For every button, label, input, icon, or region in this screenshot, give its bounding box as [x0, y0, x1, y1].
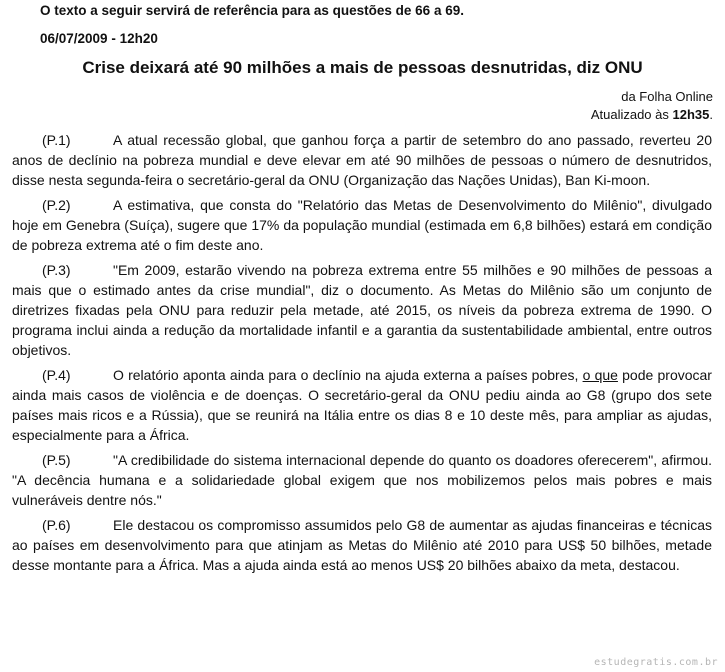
paragraph-text: A estimativa, que consta do "Relatório das Metas de Desenvolvimento do Milênio", divulgado hoje em Genebra (Suíça), sugere que 17% da população mundial (estimada em 6,8 bilhões) estará em condição de pobreza extrema até o fim deste ano.: [12, 197, 712, 253]
paragraph-text: "Em 2009, estarão vivendo na pobreza extrema entre 55 milhões e 90 milhões de pessoas a mais que o estimado antes da crise mundial", diz o documento. As Metas do Milênio são um conjunto de diretrizes fixadas pela ONU para reduzir pela metade, até 2015, os níveis da pobreza extrema de 1990. O programa inclui ainda a redução da mortalidade infantil e a garantia da sustentabilidade ambiental, entre outros objetivos.: [12, 262, 712, 358]
paragraph-label: (P.1): [42, 132, 71, 148]
paragraph-p3: [12, 260, 712, 360]
site-watermark: estudegratis.com.br: [594, 657, 718, 668]
intro-line: O texto a seguir servirá de referência para as questões de 66 a 69.: [40, 3, 464, 18]
paragraph-p2: [12, 195, 712, 255]
paragraph-label: (P.6): [42, 517, 71, 533]
updated-time: 12h35: [672, 107, 710, 122]
paragraph-text-after: pode provocar ainda mais casos de violência e de doenças. O secretário-geral da ONU pediu ainda ao G8 (grupo dos sete países mais ricos e a Rússia), que se reunirá na Itália entre os dias 8 e 10 deste mês, para ampliar as ajudas, especialmente para a África.: [12, 367, 712, 443]
paragraph-label: (P.4): [42, 367, 71, 383]
paragraph-text-before: O relatório aponta ainda para o declínio na ajuda externa a países pobres,: [113, 367, 583, 383]
underlined-phrase: o que: [582, 367, 618, 383]
paragraph-p1: [12, 130, 712, 190]
updated-suffix: .: [709, 107, 713, 122]
article-headline: Crise deixará até 90 milhões a mais de pessoas desnutridas, diz ONU: [82, 58, 643, 77]
updated-prefix: Atualizado às: [590, 107, 673, 122]
paragraph-label: (P.3): [42, 262, 71, 278]
article-dateline: 06/07/2009 - 12h20: [40, 31, 158, 46]
paragraph-label: (P.2): [42, 197, 71, 213]
paragraph-text: Ele destacou os compromisso assumidos pelo G8 de aumentar as ajudas financeiras e técnicas ao países em desenvolvimento para que atinjam as Metas do Milênio até 2010 para US$ 50 bilhões, metade desse montante para a África. Mas a ajuda ainda está ao menos US$ 20 bilhões abaixo da meta, destacou.: [12, 517, 712, 573]
paragraph-p4: [12, 365, 712, 445]
paragraph-p5: [12, 450, 712, 510]
article-source: da Folha Online: [621, 89, 713, 104]
paragraph-text: "A credibilidade do sistema internacional depende do quanto os doadores oferecerem", afirmou. "A decência humana e a solidariedade global exigem que nos mobilizemos pelos mais pobres e mais vulneráveis dentre nós.": [12, 452, 712, 508]
paragraph-p6: [12, 515, 712, 575]
paragraph-label: (P.5): [42, 452, 71, 468]
article-updated: [591, 107, 713, 122]
paragraph-text: A atual recessão global, que ganhou força a partir de setembro do ano passado, reverteu 20 anos de declínio na pobreza mundial e deve elevar em até 90 milhões de pessoas o número de desnutridos, disse nesta segunda-feira o secretário-geral da ONU (Organização das Nações Unidas), Ban Ki-moon.: [12, 132, 712, 188]
article-body: [12, 130, 712, 580]
